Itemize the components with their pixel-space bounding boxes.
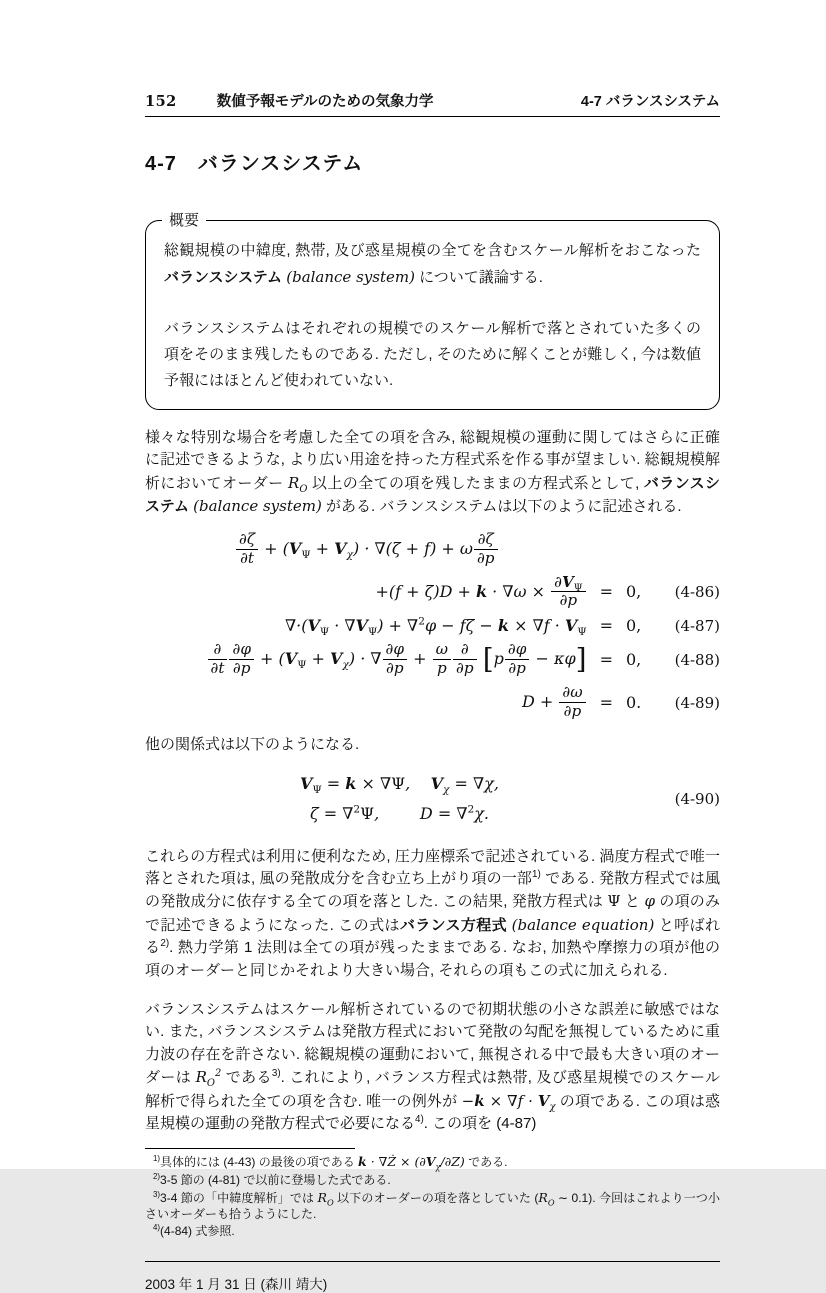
section-title: 4-7 バランスシステム: [145, 153, 364, 175]
equals-sign: =: [599, 616, 613, 636]
equation-expression: +(f + ζ)D + k · ∇ω × $\frac{\partial V_\Psi}{\partial p}$: [145, 574, 587, 611]
equation-block-relations: [145, 769, 720, 829]
equation-rhs: 0,: [626, 650, 642, 670]
footnote-4: $^{4)}$(4-84) 式参照.: [153, 1223, 235, 1239]
footnote-1: $^{1)}$具体的には (4-43) の最後の項である k · ∇Ż × $(\partial V_\chi/\partial Z)$ である.: [153, 1154, 508, 1172]
equals-sign: =: [599, 582, 613, 602]
footnote-2: $^{2)}$3-5 節の (4-81) で以前に登場した式である.: [153, 1171, 391, 1187]
equation-rhs: 0,: [626, 582, 642, 602]
equation-expression: $\nabla\cdot(V_\Psi \cdot \nabla V_\Psi) + \nabla^2\varphi - f\zeta - k \times \nabla f \cdot V_\Psi$: [284, 616, 587, 639]
equals-sign: =: [599, 650, 613, 670]
equation-row-4-86-line2: [145, 574, 720, 611]
overview-box: [145, 212, 720, 410]
equation-tag: (4-87): [674, 616, 720, 635]
header-rule: [145, 116, 720, 117]
equation-row-4-90: [145, 769, 720, 829]
equals-sign: =: [599, 693, 613, 713]
equation-block: [145, 531, 720, 722]
equation-tag: (4-86): [674, 582, 720, 601]
body-paragraph-3: バランスシステムはスケール解析されているので初期状態の小さな誤差に敏感ではない. また, バランスシステムは発散方程式において発散の勾配を無視しているために重力波の存在を許さない. 総観規模の運動において, 無視される中で最も大きい項のオーダーは $R_O^2$ である$^{3)}$. これにより, バランス方程式は熱帯, 及び惑星規模でのスケール解析で得られた全ての項を含む. 唯一の例外が $-k \times \nabla f \cdot V_\chi$ の項である. この項は惑星規模の運動の発散方程式で必要になる$^{4)}$. この項を (4-87): [145, 1000, 721, 1132]
equation-tag: (4-90): [674, 789, 720, 808]
footer-rule: [145, 1261, 720, 1262]
footnote-rule: [145, 1148, 355, 1149]
book-title: 数値予報モデルのための気象力学: [216, 94, 434, 110]
equation-row-4-87: [145, 616, 720, 639]
equation-tag: (4-88): [674, 650, 720, 669]
overview-paragraph-1: 総観規模の中緯度, 熱帯, 及び惑星規模の全てを含むスケール解析をおこなったバランスシステム (balance system) について議論する.: [164, 242, 701, 286]
equation-row-4-88: [145, 641, 720, 678]
page-number: 152: [145, 93, 177, 110]
footer-date: 2003 年 1 月 31 日 (森川 靖大): [145, 1276, 328, 1292]
header-section-ref: 4-7 バランスシステム: [580, 94, 720, 110]
equation-row-4-89: [145, 684, 720, 721]
equation-tag: (4-89): [674, 693, 720, 712]
relations-intro: 他の関係式は以下のようになる.: [145, 736, 360, 754]
equation-expression: [145, 769, 654, 829]
equation-4-90-line2: ζ = ∇$^2$Ψ, D = ∇$^2$χ.: [309, 803, 490, 823]
equation-expression: D + $\frac{\partial\omega}{\partial p}$: [145, 684, 587, 721]
equation-expression: $\frac{\partial}{\partial t}$ $\frac{\partial\varphi}{\partial p}$ + $(V_\Psi + V_\chi)$ · ∇ $\frac{\partial\varphi}{\partial p}$ + $\frac{\omega}{p}$ $\frac{\partial}{\partial p}$ [p $\frac{\partial\varphi}{\partial p}$ − κφ]: [145, 641, 587, 678]
page-header: [145, 90, 720, 111]
overview-paragraph-2: バランスシステムはそれぞれの規模でのスケール解析で落とされていた多くの項をそのまま残したものである. ただし, そのために解くことが難しく, 今は数値予報にはほとんど使われていない.: [164, 320, 701, 389]
body-paragraph-2: これらの方程式は利用に便利なため, 圧力座標系で記述されている. 渦度方程式で唯一落とされた項は, 風の発散成分を含む立ち上がり項の一部$^{1)}$ である. 発散方程式では風の発散成分に依存する全ての項を落とした. この結果, 発散方程式は Ψ と φ の項のみで記述できるようになった. この式はバランス方程式 (balance equation) と呼ばれる$^{2)}$. 熱力学第 1 法則は全ての項が残ったままである. なお, 加熱や摩擦力の項が他の項のオーダーと同じかそれより大きい場合, それらの項もこの式に加えられる.: [145, 847, 721, 979]
equation-4-90-line1: $V_\Psi = k \times \nabla\Psi$, $V_\chi = \nabla\chi$,: [300, 773, 499, 796]
overview-box-label: 概要: [162, 208, 206, 234]
equation-rhs: 0.: [626, 693, 642, 713]
equation-expression: $\frac{\partial\zeta}{\partial t}$ + $(V_\Psi + V_\chi) \cdot \nabla(\zeta + f) + \omega$ $\frac{\partial\zeta}{\partial p}$: [145, 531, 499, 568]
body-paragraph-1: 様々な特別な場合を考慮した全ての項を含み, 総観規模の運動に関してはさらに正確に記述できるような, より広い用途を持った方程式系を作る事が望ましい. 総観規模解析においてオーダー $R_O$ 以上の全ての項を残したままの方程式系として, バランスシステム (balance system) がある. バランスシステムは以下のように記述される.: [145, 429, 720, 516]
equation-row-4-86-line1: [145, 531, 720, 568]
footnote-3: $^{3)}$3-4 節の「中緯度解析」では $R_O$ 以下のオーダーの項を落としていた ($R_O$ ∼ 0.1). 今回はこれより一つ小さいオーダーも拾うようにした.: [145, 1190, 720, 1221]
equation-rhs: 0,: [626, 616, 642, 636]
